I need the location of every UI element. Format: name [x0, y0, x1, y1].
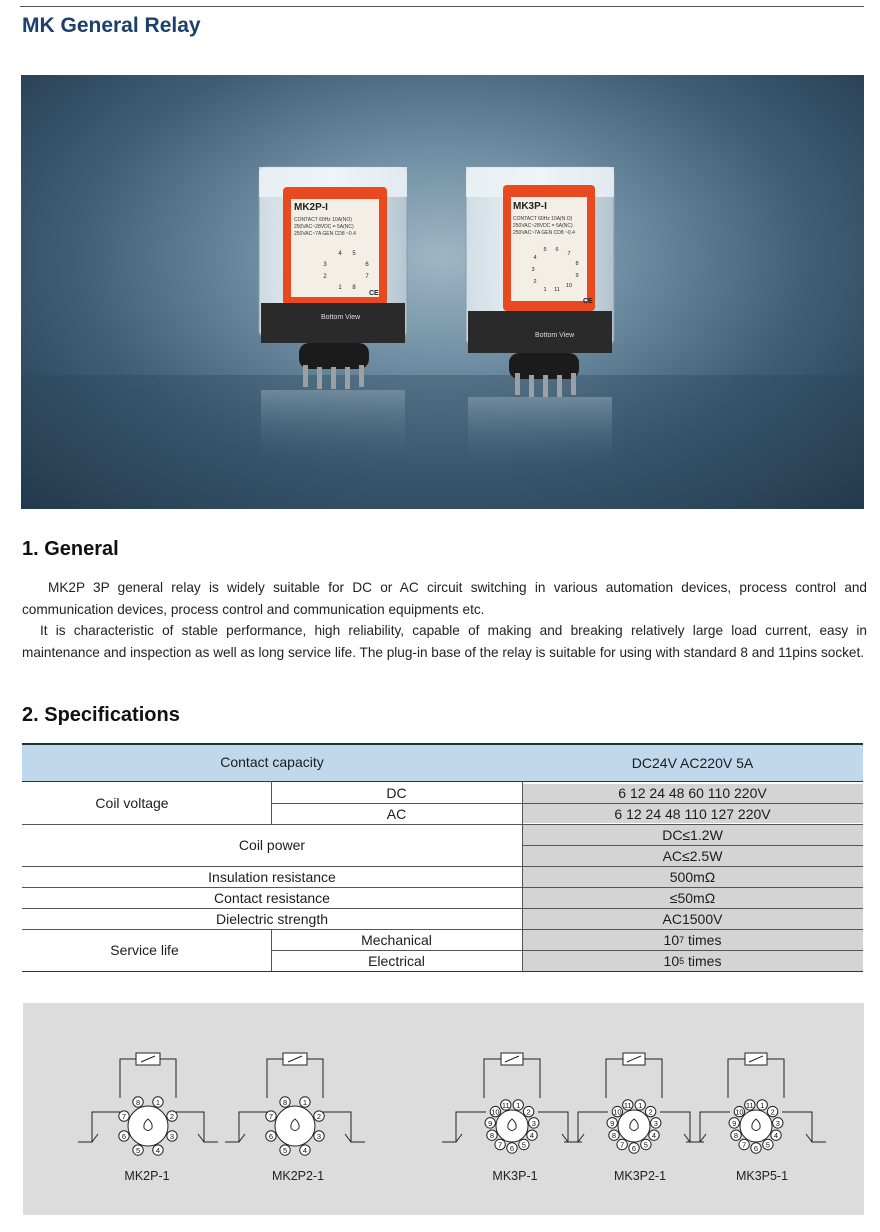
contact-switch [92, 1134, 98, 1142]
pin-number: 5 [282, 1146, 288, 1156]
ac-label: AC [386, 805, 407, 822]
coil-wire [523, 1059, 540, 1098]
contact-resistance-value: ≤50mΩ [669, 889, 716, 906]
ce-mark: CE [583, 298, 593, 305]
pin-number: 11 [623, 1100, 632, 1110]
contact-switch [239, 1134, 245, 1142]
mk3p-pin-number: 8 [575, 261, 579, 267]
mk2p-pin-number: 7 [365, 274, 369, 280]
dc-power-value: DC≤1.2W [662, 826, 723, 843]
mk2p-pin-number: 2 [323, 274, 327, 280]
mk2p-pin-number: 4 [338, 251, 342, 257]
specifications-heading: 2. Specifications [22, 704, 180, 726]
mk3p-pin-number: 10 [565, 283, 573, 289]
electrical-base: 10 [663, 952, 680, 969]
pin-number: 3 [775, 1118, 780, 1128]
pin-number: 6 [121, 1131, 127, 1141]
coil-wire [120, 1059, 136, 1098]
pin-number: 2 [526, 1107, 531, 1117]
coil-wire [267, 1059, 283, 1098]
page-title: MK General Relay [22, 14, 201, 37]
contact-wire [538, 1112, 582, 1142]
pin-number: 4 [155, 1146, 161, 1156]
pin-number: 2 [316, 1112, 322, 1122]
mk3p-pin-number: 11 [554, 287, 560, 293]
pin-number: 1 [302, 1097, 308, 1107]
contact-switch [700, 1134, 706, 1142]
coil-wire [160, 1059, 176, 1098]
general-paragraph-2: It is characteristic of stable performance, high reliability, capable of making and breaking relatively large load current, easy in maintenance and inspection as well as long service life. The plug-in base of the relay is suitable for using with standard 8 and 11pins socket. [22, 623, 867, 660]
wiring-diagram-drawing [23, 1003, 864, 1215]
socket-base [128, 1106, 168, 1146]
general-heading: 1. General [22, 538, 119, 560]
pin-number: 7 [498, 1140, 503, 1150]
mk2p-pin-number: 3 [323, 262, 327, 268]
dc-label: DC [386, 784, 407, 801]
pin-number: 2 [648, 1107, 653, 1117]
coil-wire [728, 1059, 745, 1098]
electrical-value [522, 950, 863, 971]
electrical-unit: times [684, 952, 722, 969]
coil-voltage-label: Coil voltage [95, 795, 169, 811]
contact-resistance-label: Contact resistance [214, 889, 330, 906]
coil-wire [767, 1059, 784, 1098]
pin-number: 8 [489, 1131, 495, 1141]
insulation-label: Insulation resistance [208, 868, 336, 885]
contact-switch [806, 1134, 812, 1142]
general-paragraph-1: MK2P 3P general relay is widely suitable for DC or AC circuit switching in various automation devices, process control and communication devices, process control and communication equipments etc. [22, 580, 867, 617]
pin-number: 2 [169, 1112, 175, 1122]
pin-number: 8 [611, 1131, 617, 1141]
caption-mk3p2-1: MK3P2-1 [613, 1169, 667, 1183]
pin-number: 1 [155, 1097, 161, 1107]
pin-number: 6 [631, 1144, 637, 1153]
mechanical-exponent: 7 [679, 934, 685, 945]
pin-number: 11 [745, 1100, 754, 1110]
contact-wire [686, 1112, 730, 1142]
caption-mk2p-1: MK2P-1 [124, 1169, 170, 1183]
coil-wire [307, 1059, 323, 1098]
pin-number: 7 [742, 1140, 747, 1150]
mk3p-pin-number: 6 [555, 247, 559, 253]
contact-switch [578, 1134, 584, 1142]
electrical-exponent: 5 [679, 955, 685, 966]
contact-wire [660, 1112, 704, 1142]
pin-number: 6 [268, 1131, 274, 1141]
mechanical-value [522, 929, 863, 950]
dielectric-label: Dielectric strength [215, 910, 329, 927]
mk3p-pin-number: 1 [543, 287, 547, 293]
general-text [22, 577, 867, 663]
pin-number: 10 [491, 1107, 500, 1117]
pin-number: 11 [501, 1100, 510, 1110]
pin-number: 4 [773, 1131, 779, 1141]
mk2p-pin-number: 5 [352, 251, 356, 257]
coil-power-label: Coil power [238, 837, 306, 853]
contact-switch [562, 1134, 568, 1142]
pin-number: 10 [735, 1107, 744, 1117]
contact-switch [456, 1134, 462, 1142]
pin-number: 8 [282, 1097, 288, 1107]
socket-base [740, 1110, 772, 1142]
mk3p-pin-number: 2 [533, 279, 537, 285]
contact-wire [442, 1112, 486, 1142]
socket-base [275, 1106, 315, 1146]
contact-switch [345, 1134, 351, 1142]
pin-number: 1 [760, 1100, 765, 1110]
contact-wire [321, 1112, 365, 1142]
pin-number: 6 [753, 1144, 759, 1153]
dielectric-value: AC1500V [662, 910, 723, 927]
relay-mk3p-photo [466, 167, 614, 467]
mechanical-label: Mechanical [361, 931, 432, 948]
header-label: Contact capacity [220, 754, 324, 770]
mk2p-spec-line: 250VAC~28VDC = 5A(NC) [294, 224, 354, 230]
contact-wire [225, 1112, 269, 1142]
mk3p-bottom-view: Bottom View [535, 332, 575, 339]
mk2p-pin-number: 1 [338, 285, 342, 291]
pin-number: 6 [509, 1144, 515, 1153]
pin-number: 3 [316, 1131, 322, 1141]
pin-number: 3 [531, 1118, 536, 1128]
pin-number: 9 [610, 1118, 615, 1128]
mk3p-pin-number: 9 [575, 273, 579, 279]
pin-number: 3 [169, 1131, 175, 1141]
ce-mark: CE [369, 290, 379, 297]
caption-mk3p5-1: MK3P5-1 [735, 1169, 789, 1183]
mk3p-pin-number: 4 [533, 255, 537, 261]
pin-number: 9 [732, 1118, 737, 1128]
mk3p-spec-line: 250VAC~7A GEN CD8 ~0.4 [513, 230, 575, 236]
contact-wire [78, 1112, 122, 1142]
pin-number: 9 [488, 1118, 493, 1128]
pin-number: 5 [135, 1146, 141, 1156]
mk3p-spec-line: CONTACT 60Hz 10A(N.O) [513, 216, 573, 222]
mk2p-model-label: MK2P-I [294, 202, 328, 213]
coil-wire [645, 1059, 662, 1098]
pin-number: 8 [135, 1097, 141, 1107]
wiring-diagrams [23, 1003, 864, 1215]
electrical-label: Electrical [368, 952, 425, 969]
mk3p-spec-line: 250VAC~28VDC = 5A(NC) [513, 223, 573, 229]
coil-wire [606, 1059, 623, 1098]
mechanical-base: 10 [663, 931, 680, 948]
contact-wire [174, 1112, 218, 1142]
pin-number: 7 [268, 1112, 274, 1122]
pin-number: 2 [770, 1107, 775, 1117]
mk3p-model-label: MK3P-I [513, 201, 547, 212]
contact-wire [564, 1112, 608, 1142]
mk3p-pin-number: 5 [543, 247, 547, 253]
product-photo [21, 75, 864, 509]
insulation-value: 500mΩ [669, 868, 716, 885]
service-life-label: Service life [110, 942, 179, 958]
contact-switch [198, 1134, 204, 1142]
pin-number: 7 [620, 1140, 625, 1150]
contact-switch [684, 1134, 690, 1142]
socket-base [496, 1110, 528, 1142]
header-value: DC24V AC220V 5A [631, 755, 754, 771]
contact-wire [782, 1112, 826, 1142]
pin-number: 10 [613, 1107, 622, 1117]
pin-number: 8 [733, 1131, 739, 1141]
pin-number: 5 [765, 1140, 770, 1150]
pin-number: 5 [643, 1140, 648, 1150]
top-rule [20, 6, 864, 7]
pin-number: 4 [302, 1146, 308, 1156]
mk2p-bottom-view: Bottom View [321, 314, 361, 321]
pin-number: 4 [529, 1131, 535, 1141]
mk2p-pin-number: 8 [352, 285, 356, 291]
ac-power-value: AC≤2.5W [662, 847, 723, 864]
mk2p-spec-line: 250VAC~7A GEN CD8 ~0.4 [294, 231, 356, 237]
mk2p-pin-number: 6 [365, 262, 369, 268]
mk3p-pin-number: 7 [567, 251, 571, 257]
mk3p-pin-number: 3 [531, 267, 535, 273]
caption-mk2p2-1: MK2P2-1 [271, 1169, 325, 1183]
pin-number: 7 [121, 1112, 127, 1122]
pin-number: 5 [521, 1140, 526, 1150]
dc-voltage-value: 6 12 24 48 60 110 220V [618, 784, 767, 801]
mk2p-spec-line: CONTACT 60Hz 10A(NO) [294, 217, 352, 223]
pin-number: 4 [651, 1131, 657, 1141]
ac-voltage-value: 6 12 24 48 110 127 220V [614, 805, 771, 822]
coil-wire [484, 1059, 501, 1098]
pin-number: 1 [638, 1100, 643, 1110]
socket-base [618, 1110, 650, 1142]
caption-mk3p-1: MK3P-1 [492, 1169, 538, 1183]
mechanical-unit: times [684, 931, 722, 948]
pin-number: 3 [653, 1118, 658, 1128]
pin-number: 1 [516, 1100, 521, 1110]
